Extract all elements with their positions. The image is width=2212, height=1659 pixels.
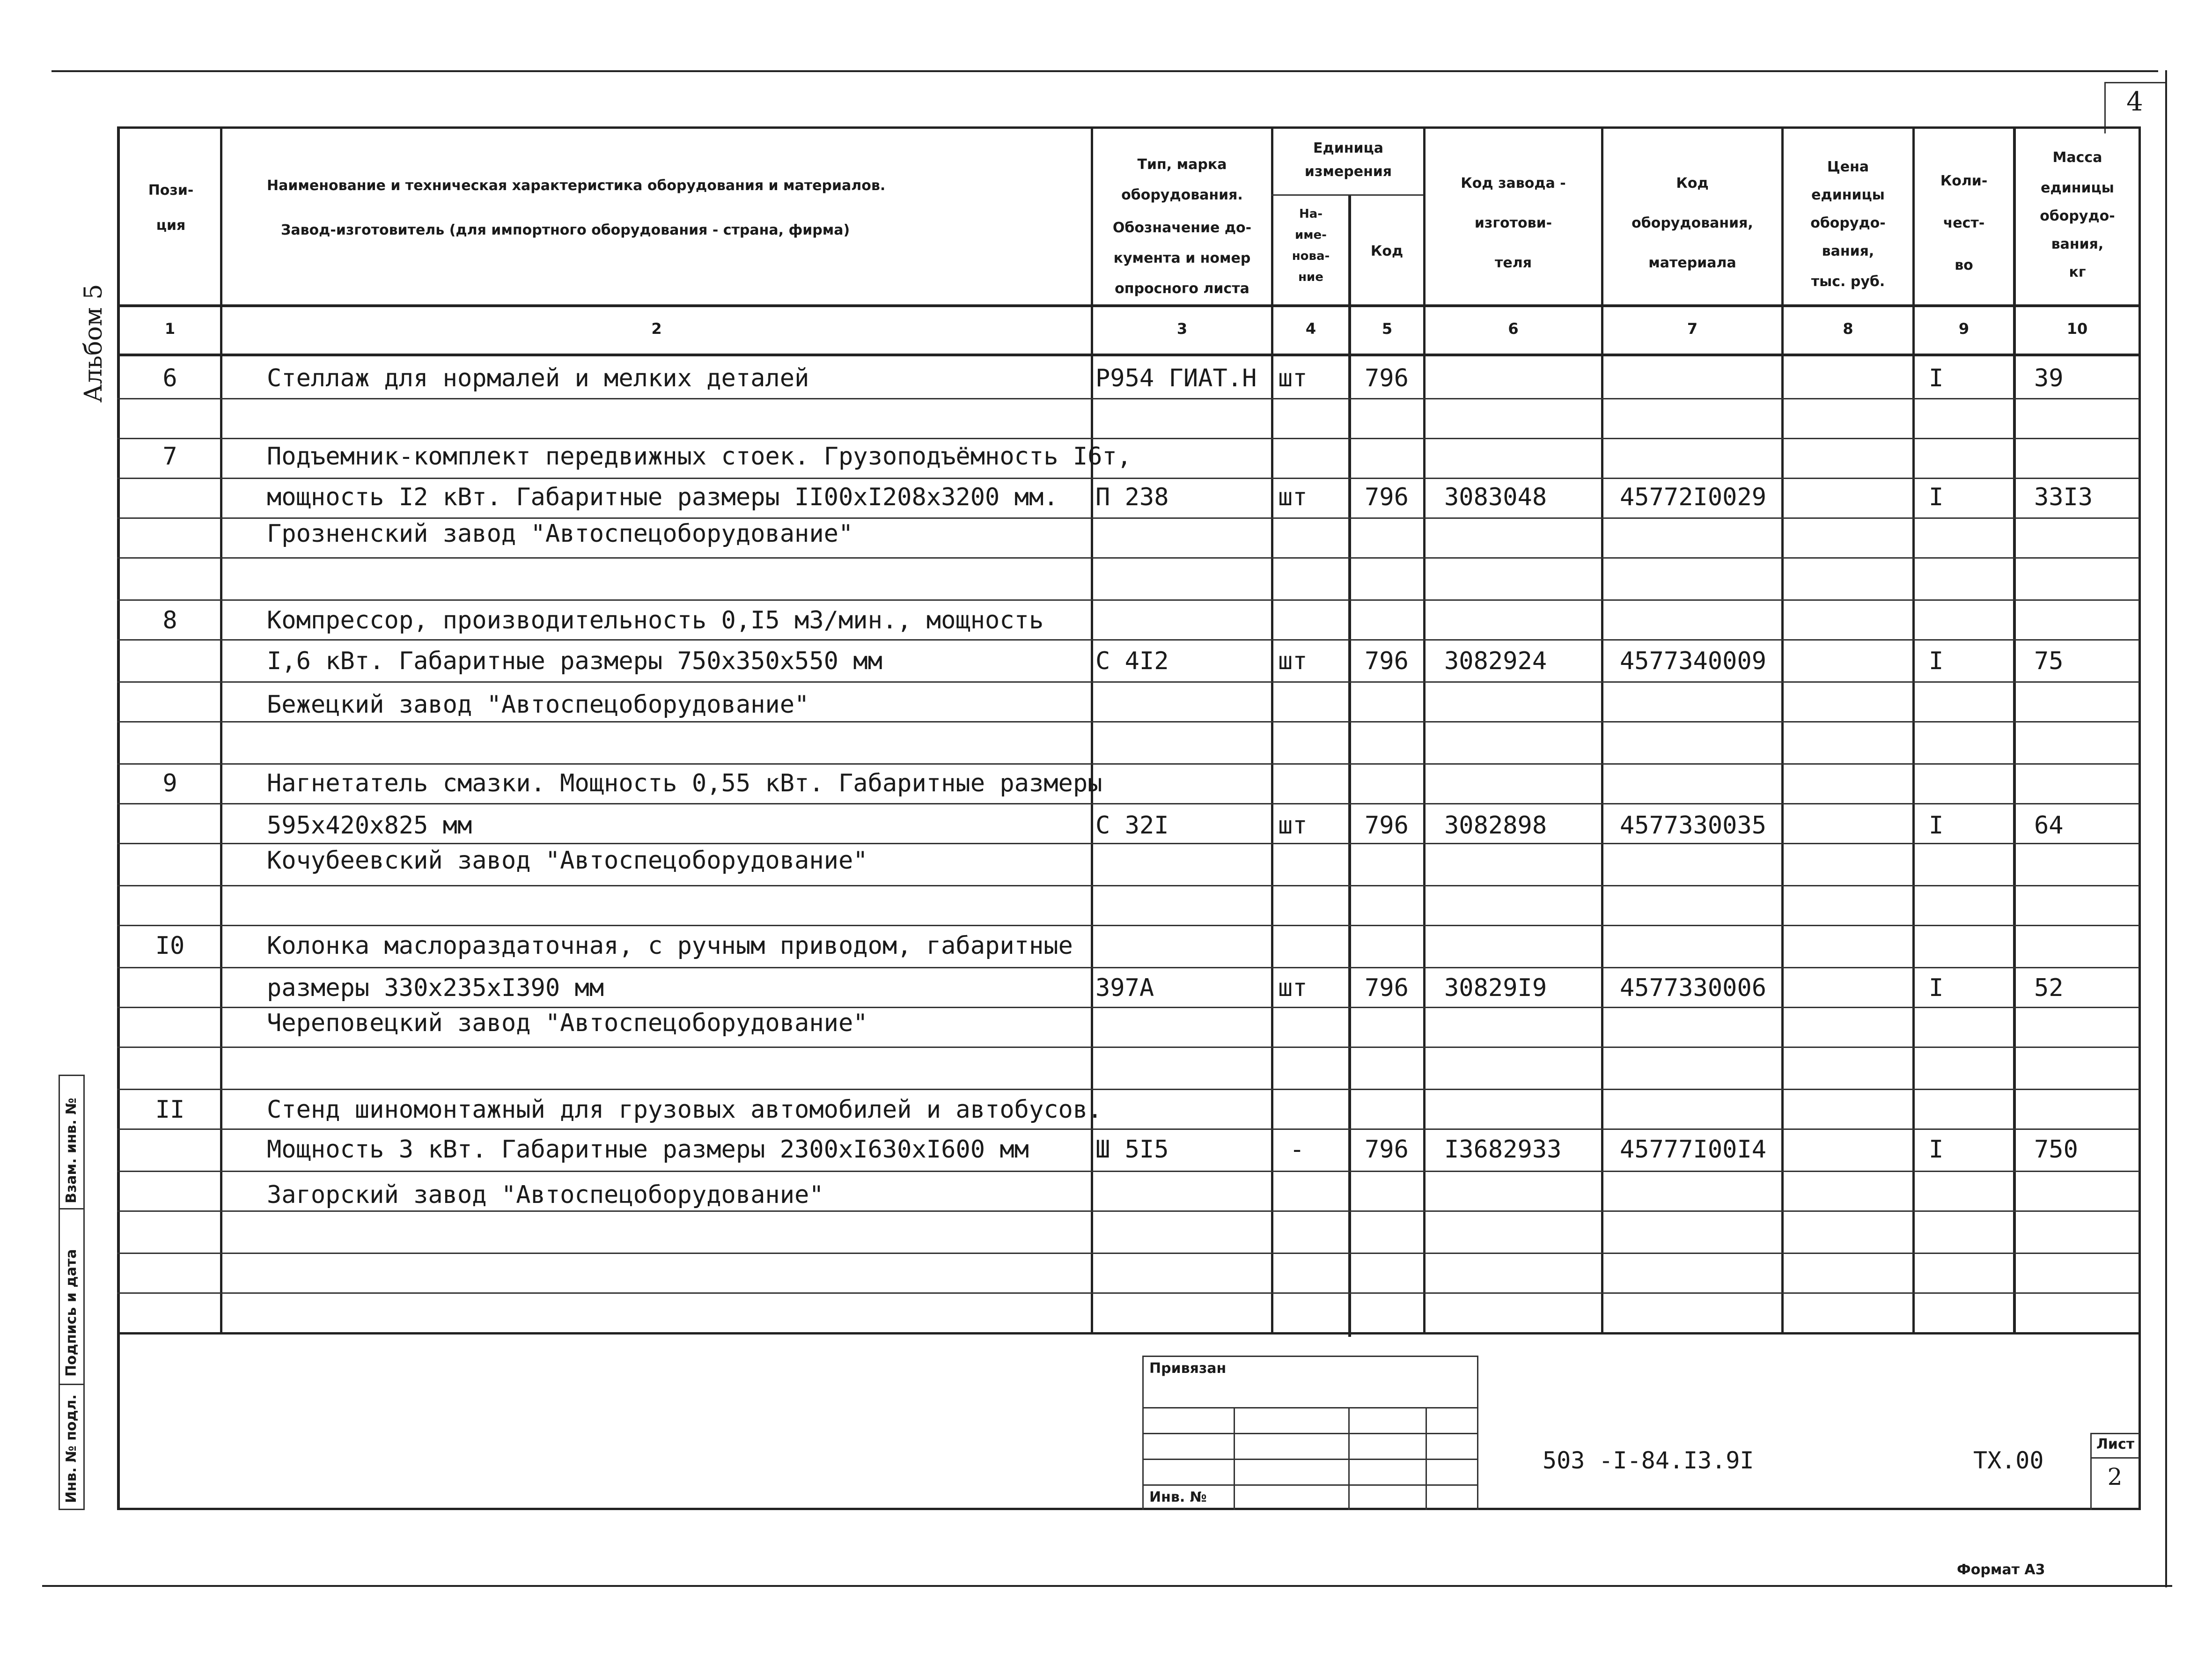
document-code: 503 -I-84.I3.9I <box>1543 1447 1754 1474</box>
set-code: ТХ.00 <box>1973 1447 2044 1474</box>
header-unit-code: Код <box>1370 243 1404 259</box>
bound-label: Привязан <box>1149 1360 1227 1377</box>
sheet-label: Лист <box>2096 1436 2135 1453</box>
sheet-value: 2 <box>2107 1463 2123 1490</box>
stamp-replace-inv: Взам. инв. № <box>63 1098 80 1203</box>
stamp-signature-date: Подпись и дата <box>63 1249 80 1377</box>
stamp-original-inv: Инв. № подл. <box>63 1394 80 1503</box>
format-label: Формат А3 <box>1957 1562 2045 1578</box>
album-label: Альбом 5 <box>80 284 108 403</box>
sheet-number-top: 4 <box>2126 87 2143 117</box>
inv-label: Инв. № <box>1149 1489 1207 1505</box>
